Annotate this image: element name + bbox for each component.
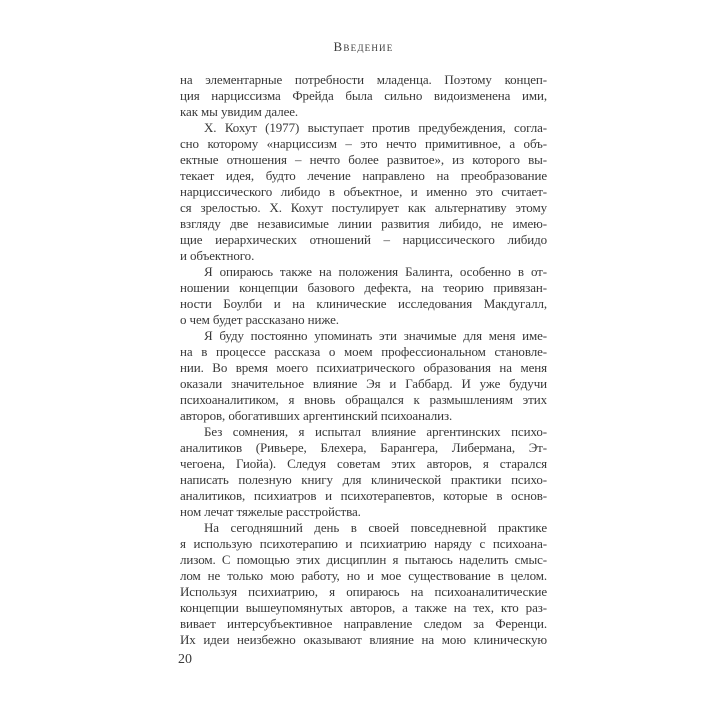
text-line: нарциссического либидо в объектное, и именно это считает- [180, 184, 547, 199]
text-line: я использую психотерапию и психиатрию наряду с психоана- [180, 536, 547, 551]
text-line: ция нарциссизма Фрейда была сильно видоизменена ими, [180, 88, 547, 103]
text-line: на в процессе рассказа о моем профессиональном становле- [180, 344, 547, 359]
text-line: ся зрелостью. Х. Кохут постулирует как альтернативу этому [180, 200, 547, 215]
text-line: чегоена, Гиойа). Следуя советам этих авторов, я старался [180, 456, 547, 471]
text-line: На сегодняшний день в своей повседневной практике [204, 520, 547, 535]
text-line: авторов, обогативших аргентинский психоанализ. [180, 408, 453, 423]
text-line: аналитиков (Ривьере, Блехера, Барангера, Либермана, Эт- [180, 440, 547, 455]
text-line: Х. Кохут (1977) выступает против предубеждения, согла- [204, 120, 547, 135]
text-line: на элементарные потребности младенца. Поэтому концеп- [180, 72, 547, 87]
text-line: написать полезную книгу для клинической практики психо- [180, 472, 547, 487]
text-line: аналитиков, психиатров и психотерапевтов, которые в основ- [180, 488, 547, 503]
text-line: ектные отношения – нечто более развитое», из которого вы- [180, 152, 547, 167]
text-line: Используя психиатрию, я опираюсь на психоаналитические [180, 584, 547, 599]
text-line: ношении концепции базового дефекта, на теорию привязан- [180, 280, 547, 295]
body-text-column [180, 72, 547, 648]
text-line: концепции вышеупомянутых авторов, а также на тех, кто раз- [180, 600, 547, 615]
text-line: сно которому «нарциссизм – это нечто примитивное, а объ- [180, 136, 547, 151]
running-header: Введение [333, 39, 394, 54]
text-line: психоаналитиком, я вновь обращался к размышлениям этих [180, 392, 547, 407]
text-line: нии. Во время моего психиатрического образования на меня [180, 360, 547, 375]
text-line: Я буду постоянно упоминать эти значимые для меня име- [204, 328, 547, 343]
page-number: 20 [178, 652, 192, 667]
text-line: лом не только мою работу, но и мое существование в целом. [180, 568, 547, 583]
text-line: лизом. С помощью этих дисциплин я пытаюсь наделить смыс- [180, 552, 547, 567]
text-line: взгляду две независимые линии развития либидо, не имею- [180, 216, 547, 231]
text-line: Их идеи неизбежно оказывают влияние на мою клиническую [180, 632, 547, 647]
text-line: ности Боулби и на клинические исследования Макдугалл, [180, 296, 547, 311]
text-line: текает идея, будто лечение направлено на преобразование [180, 168, 547, 183]
text-line: щие иерархических отношений – нарциссического либидо [180, 232, 547, 247]
text-line: Без сомнения, я испытал влияние аргентинских психо- [204, 424, 547, 439]
text-line: оказали значительное влияние Эя и Габбард. И уже будучи [180, 376, 547, 391]
text-line: ном лечат тяжелые расстройства. [180, 504, 361, 519]
text-line: Я опираюсь также на положения Балинта, особенно в от- [204, 264, 547, 279]
text-line: и объектного. [180, 248, 255, 263]
text-line: вивает интерсубъективное направление следом за Ференци. [180, 616, 547, 631]
text-line: как мы увидим далее. [180, 104, 299, 119]
text-line: о чем будет рассказано ниже. [180, 312, 339, 327]
